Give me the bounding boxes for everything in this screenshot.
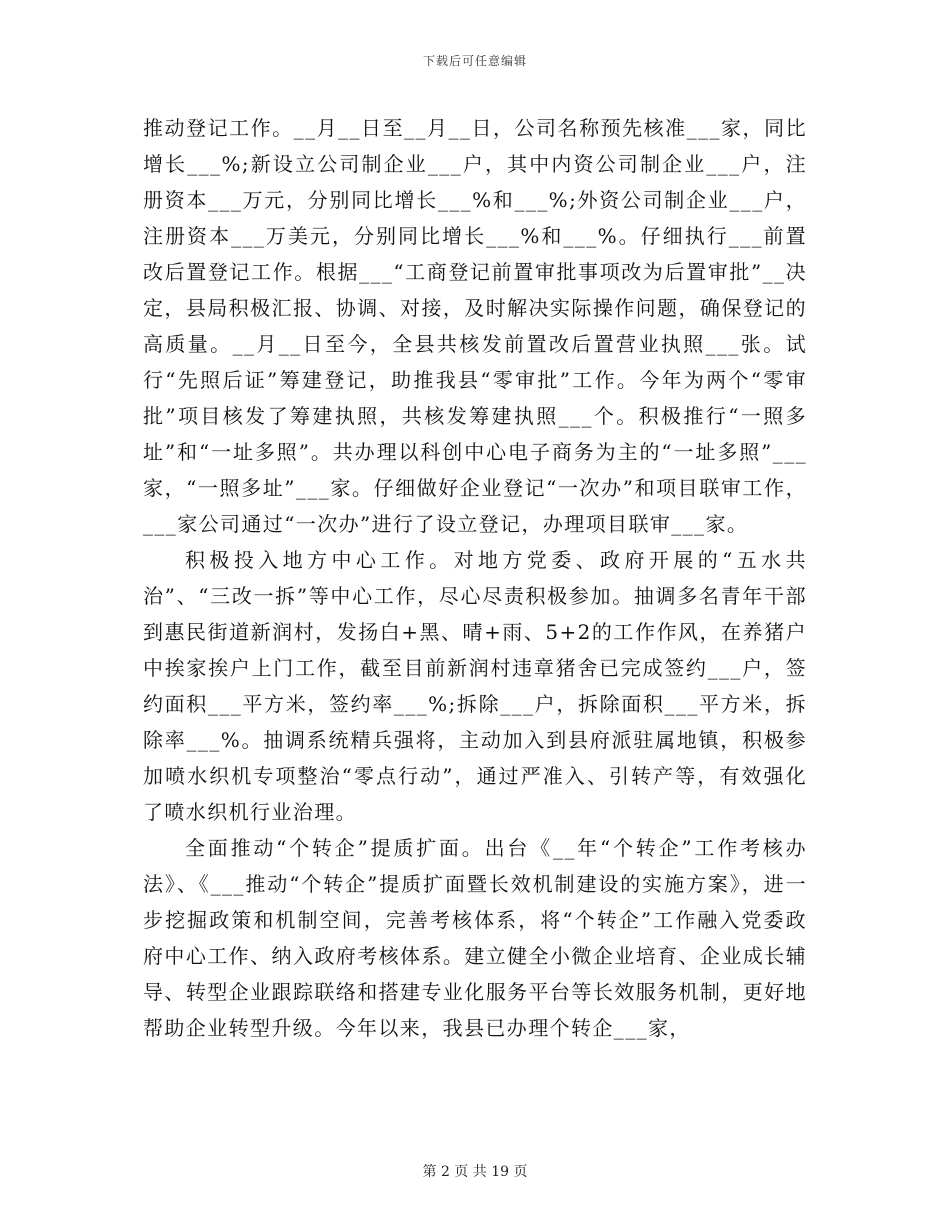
page-header: 下载后可任意编辑 [422,54,527,68]
paragraph-individual-to-enterprise: 全面推动“个转企”提质扩面。出台《__年“个转企”工作考核办法》、《___推动“个转企”提质扩面暨长效机制建设的实施方案》，进一步挖掘政策和机制空间，完善考核体系，将“个转企”工作融入党委政府中心工作、纳入政府考核体系。建立健全小微企业培育、企业成长辅导、转型企业跟踪联络和搭建专业化服务平台等长效服务机制，更好地帮助企业转型升级。今年以来，我县已办理个转企___家， [143,836,807,1040]
paragraph-registration: 推动登记工作。__月__日至__月__日，公司名称预先核准___家，同比增长___%;新设立公司制企业___户，其中内资公司制企业___户，注册资本___万元，分别同比增长___%和___%;外资公司制企业___户，注册资本___万美元，分别同比增长___%和___%。仔细执行___前置改后置登记工作。根据___“工商登记前置审批事项改为后置审批”__决定，县局积极汇报、协调、对接，及时解决实际操作问题，确保登记的高质量。__月__日至今，全县共核发前置改后置营业执照___张。试行“先照后证”筹建登记，助推我县“零审批”工作。今年为两个“零审批”项目核发了筹建执照，共核发筹建执照___个。积极推行“一照多址”和“一址多照”。共办理以科创中心电子商务为主的“一址多照”___家，“一照多址”___家。仔细做好企业登记“一次办”和项目联审工作，___家公司通过“一次办”进行了设立登记，办理项目联审___家。 [143,116,807,536]
document-body [143,110,807,1046]
paragraph-local-center-work: 积极投入地方中心工作。对地方党委、政府开展的“五水共治”、“三改一拆”等中心工作，尽心尽责积极参加。抽调多名青年干部到惠民街道新润村，发扬白+黑、晴+雨、5+2的工作作风，在养猪户中挨家挨户上门工作，截至目前新润村违章猪舍已完成签约___户，签约面积___平方米，签约率___%;拆除___户，拆除面积___平方米，拆除率___%。抽调系统精兵强将，主动加入到县府派驻属地镇，积极参加喷水织机专项整治“零点行动”，通过严准入、引转产等，有效强化了喷水织机行业治理。 [143,548,807,824]
page-footer: 第 2 页 共 19 页 [422,1164,528,1180]
